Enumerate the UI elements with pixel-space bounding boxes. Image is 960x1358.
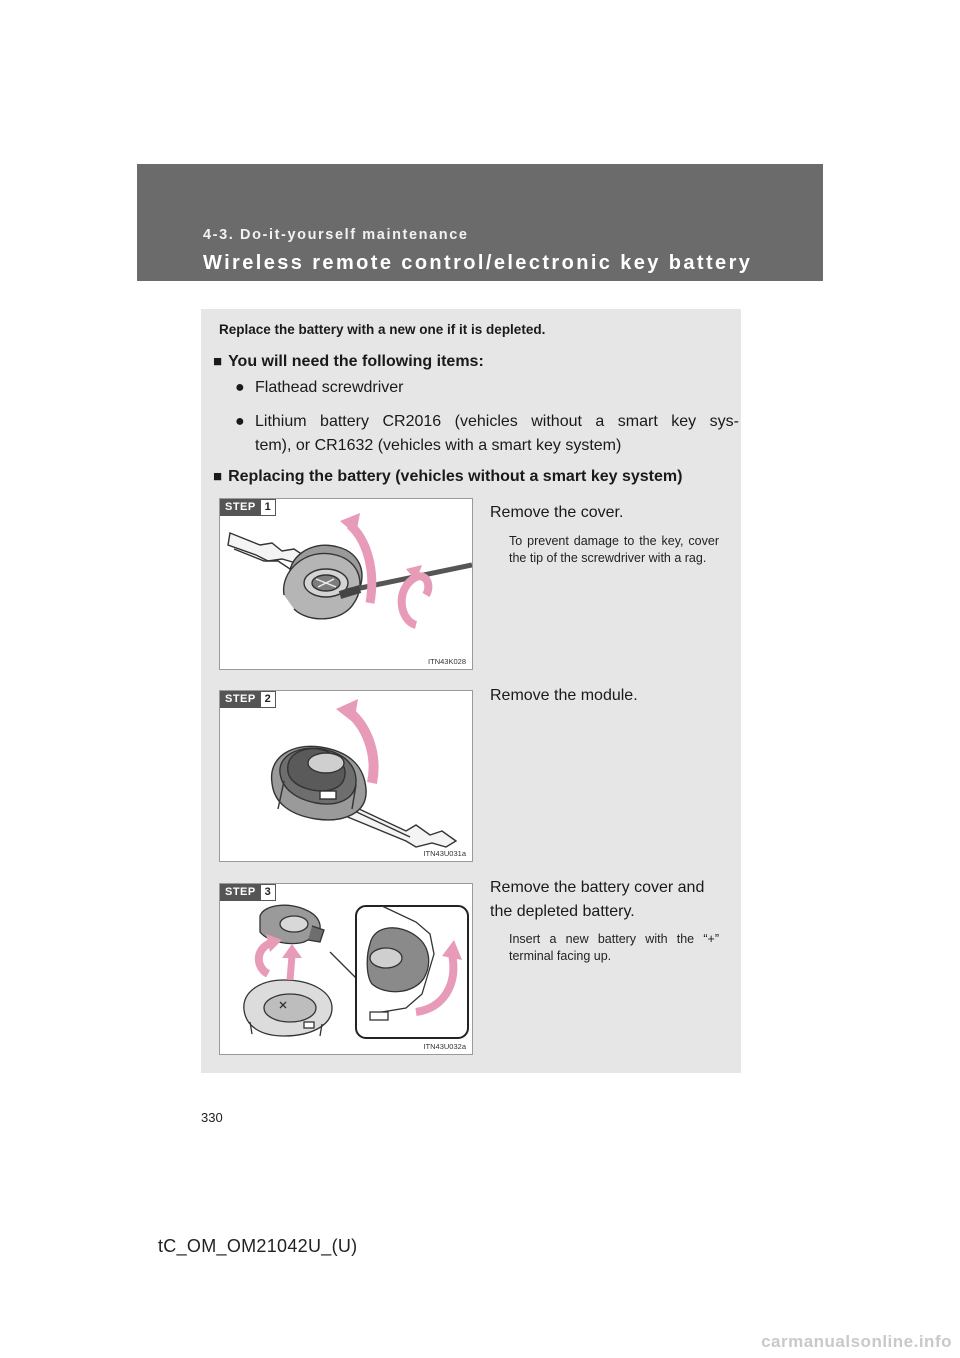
key-module-illustration — [220, 691, 473, 862]
list-item-text: Lithium battery CR2016 (vehicles without a smart key sys- — [255, 413, 739, 430]
step-badge — [220, 884, 276, 901]
figure-code: ITN43K028 — [428, 657, 466, 666]
list-item-text-continued: tem), or CR1632 (vehicles with a smart key system) — [255, 437, 622, 454]
step-badge — [220, 691, 276, 708]
step-badge-number: 1 — [261, 499, 276, 516]
step-2-figure — [219, 690, 473, 862]
figure-code: ITN43U032a — [423, 1042, 466, 1051]
step-1-figure — [219, 498, 473, 670]
step-badge — [220, 499, 276, 516]
step-3-text: Remove the battery cover and the depleted battery. — [490, 879, 705, 920]
figure-code: ITN43U031a — [423, 849, 466, 858]
bullet-icon: ● — [235, 379, 245, 396]
battery-replacement-illustration — [220, 884, 473, 1055]
replace-heading-text: Replacing the battery (vehicles without a smart key system) — [228, 468, 683, 485]
step-3-note: Insert a new battery with the “+” terminal facing up. — [509, 932, 719, 963]
step-badge-number: 2 — [261, 691, 276, 708]
chapter-header — [137, 164, 823, 281]
items-heading-text: You will need the following items: — [228, 353, 484, 370]
step-3-figure — [219, 883, 473, 1055]
step-1-text: Remove the cover. — [490, 504, 624, 521]
list-item — [235, 376, 739, 400]
site-watermark: carmanualsonline.info — [761, 1332, 952, 1351]
page-title: Wireless remote control/electronic key battery — [203, 252, 753, 274]
step-badge-word: STEP — [220, 691, 261, 708]
list-item-text: Flathead screwdriver — [255, 379, 404, 396]
document-id: tC_OM_OM21042U_(U) — [158, 1236, 358, 1256]
list-item — [235, 410, 739, 458]
step-2-text: Remove the module. — [490, 687, 638, 704]
key-cover-illustration — [220, 499, 473, 670]
bullet-icon: ● — [235, 413, 245, 430]
step-1-note: To prevent damage to the key, cover the tip of the screwdriver with a rag. — [509, 534, 719, 565]
page-number: 330 — [201, 1110, 223, 1125]
section-label: 4-3. Do-it-yourself maintenance — [203, 227, 469, 243]
square-bullet-icon: ■ — [213, 353, 223, 370]
replace-heading — [213, 468, 682, 486]
content-panel — [201, 309, 741, 1073]
step-badge-number: 3 — [261, 884, 276, 901]
items-heading — [213, 353, 484, 371]
intro-text: Replace the battery with a new one if it is depleted. — [219, 322, 546, 337]
step-badge-word: STEP — [220, 884, 261, 901]
square-bullet-icon: ■ — [213, 468, 223, 485]
step-badge-word: STEP — [220, 499, 261, 516]
